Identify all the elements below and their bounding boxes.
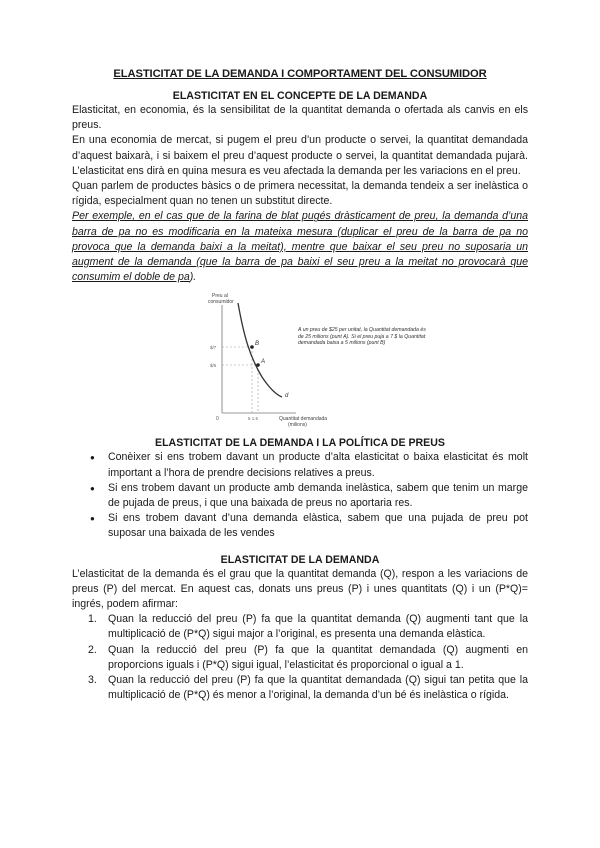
section-heading-demand-elasticity: ELASTICITAT DE LA DEMANDA bbox=[220, 553, 380, 566]
document-title: ELASTICITAT DE LA DEMANDA I COMPORTAMENT DEL CONSUMIDOR bbox=[113, 68, 487, 80]
figure-note-box bbox=[298, 327, 428, 373]
tick-price-low: $/5 bbox=[210, 363, 217, 369]
list-item-text: Quan la reducció del preu (P) fa que la quantitat demandada (Q) augmenti en proporcions iguals i (P*Q) sigui igual, l’elasticitat és proporcional o igual a 1. bbox=[108, 643, 528, 671]
point-b-marker bbox=[250, 346, 254, 350]
y-axis-label-line1: Preu al bbox=[212, 293, 228, 300]
figure-note: A un preu de $25 per unitat, la Quantitat demandada és de 25 milions (punt A). Si el preu puja a 7 $ la Quantitat demandada baixa a 5 milions (punt B) bbox=[298, 327, 426, 347]
paragraph-definition: Elasticitat, en economia, és la sensibilitat de la quantitat demanda o ofertada als canvis en els preus. bbox=[72, 104, 528, 132]
tick-price-high: $/7 bbox=[210, 345, 217, 351]
paragraph-market: En una economia de mercat, si pugem el preu d’un producte o servei, la quantitat demandada d’aquest baixarà, i si baixem el preu d’aquest producte o servei, la quantitat demandada pujarà. L’elasticitat ens dirà en quina mesura es veu afectada la demanda per les variacions en el preu. bbox=[72, 134, 528, 177]
list-item-text: Quan la reducció del preu (P) fa que la quantitat demanda (Q) augmenti tant que la multiplicació de (P*Q) sigui major a l’original, es presenta una demanda elàstica. bbox=[108, 613, 528, 641]
list-item bbox=[88, 673, 528, 703]
paragraph-basic-goods: Quan parlem de productes bàsics o de primera necessitat, la demanda tendeix a ser inelàstica o rígida, especialment quan no tenen un substitut directe. bbox=[72, 180, 528, 208]
y-axis-label-line2: consumidor bbox=[208, 299, 234, 306]
curve-label: d bbox=[285, 393, 289, 400]
point-b-label: B bbox=[255, 341, 260, 348]
list-number: 1. bbox=[88, 613, 97, 626]
x-axis-label-line2: (milions) bbox=[288, 422, 307, 428]
elasticity-numbered-list bbox=[72, 612, 528, 703]
point-a-marker bbox=[256, 364, 260, 368]
pricing-bullet-list bbox=[72, 450, 528, 541]
x-axis-label-line1: Quantitat demandada bbox=[279, 416, 328, 423]
demand-curve bbox=[238, 303, 282, 397]
list-item bbox=[88, 643, 528, 673]
section-heading-pricing: ELASTICITAT DE LA DEMANDA I LA POLÍTICA DE PREUS bbox=[155, 437, 445, 450]
list-item: ● Si ens trobem davant un producte amb demanda inelàstica, sabem que tenim un marge de pujada de preus, i que una baixada de preus no aportaria res. bbox=[94, 481, 528, 511]
section-heading-concept: ELASTICITAT EN EL CONCEPTE DE LA DEMANDA bbox=[172, 90, 428, 102]
demand-curve-svg bbox=[72, 287, 528, 427]
document-page bbox=[72, 68, 528, 703]
paragraph-example bbox=[72, 209, 528, 285]
paragraph-elasticity-intro: L’elasticitat de la demanda és el grau que la quantitat demanda (Q), respon a les variacions de preus (P) del mercat. En aquest cas, donats uns preus (P) i unes quantitats (Q) i un (P*Q)= ingrés, podem afirmar: bbox=[72, 567, 528, 611]
origin-label: 0 bbox=[216, 416, 219, 423]
list-item bbox=[88, 612, 528, 642]
example-text: Per exemple, en el cas que de la farina de blat pugés dràsticament de preu, la demanda d’una barra de pa no es modificaria en la mateixa mesura (duplicar el preu de la barra de pa no provoca que la demanda baixi a la meitat), mentre que baixar el seu preu no suposaria un augment de la demanda (que la barra de pa baixi el seu preu a la meitat no provocarà que consumim el doble de pa bbox=[72, 210, 528, 284]
demand-curve-figure bbox=[72, 287, 528, 427]
list-number: 3. bbox=[88, 674, 97, 687]
example-tail: ). bbox=[189, 271, 197, 284]
list-number: 2. bbox=[88, 643, 97, 656]
list-item: ● Si ens trobem davant d’una demanda elàstica, sabem que una pujada de preu pot suposar una baixada de les vendes bbox=[94, 511, 528, 541]
point-a-label: A bbox=[261, 359, 266, 366]
list-item-text: Quan la reducció del preu (P) fa que la quantitat demandada (Q) sigui tan petita que la multiplicació de (P*Q) és menor a l’original, la demanda d’un bé és inelàstica o rígida. bbox=[108, 674, 528, 702]
list-item: ● Conèixer si ens trobem davant un producte d’alta elasticitat o baixa elasticitat és molt important a l’hora de prendre decisions relatives a preus. bbox=[94, 450, 528, 480]
tick-qty: 5 1.5 bbox=[248, 416, 259, 422]
